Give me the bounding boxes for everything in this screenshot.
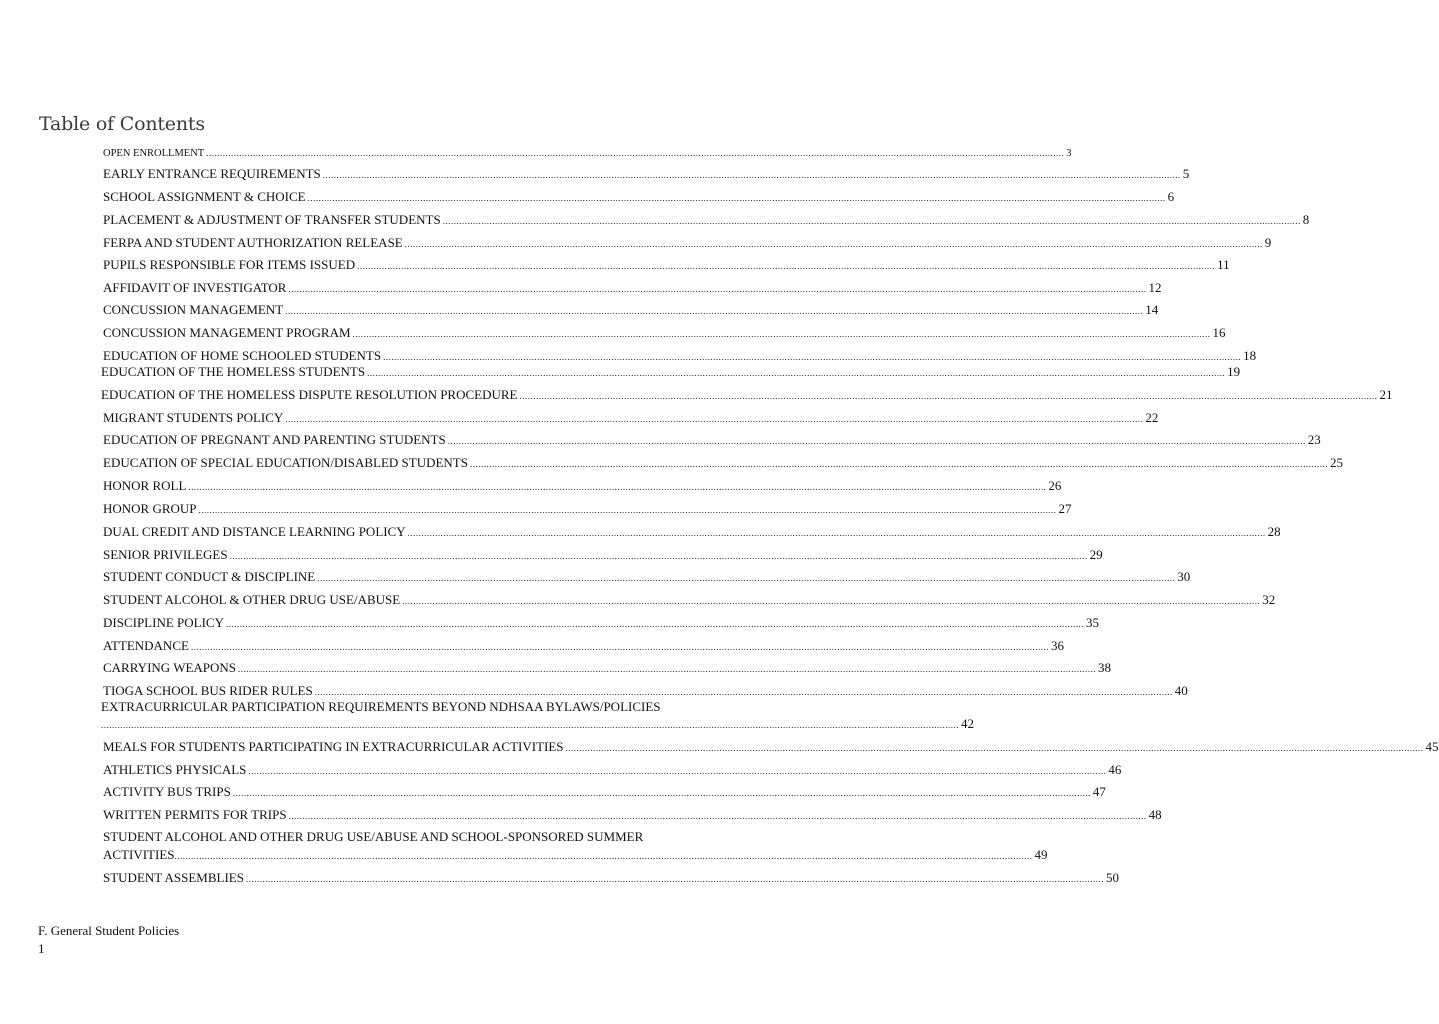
toc-entry-title: EDUCATION OF HOME SCHOOLED STUDENTS (103, 348, 382, 363)
toc-entry-title: TIOGA SCHOOL BUS RIDER RULES (103, 683, 313, 698)
dot-leader: ........................................................................................................................................................................................................................................................................................................................ (248, 766, 1107, 776)
toc-entry-concussion-management-program[interactable] (103, 325, 1226, 342)
toc-entry-athletics-physicals[interactable] (103, 762, 1122, 779)
toc-entry-tioga-school-bus-rider-rules[interactable] (103, 683, 1188, 700)
toc-entry-pupils-responsible-for-items-issued[interactable] (103, 257, 1230, 274)
toc-entry-page: 48 (1148, 807, 1162, 822)
toc-entry-student-alcohol-other-drug-use[interactable] (103, 592, 1276, 609)
toc-entry-title: HONOR GROUP (103, 501, 197, 516)
toc-entry-title: CONCUSSION MANAGEMENT (103, 302, 284, 317)
toc-entry-page: 32 (1262, 592, 1276, 607)
toc-entry-page: 6 (1167, 189, 1175, 204)
dot-leader: ........................................................................................................................................................................................................................................................................................................................ (447, 436, 1306, 446)
toc-entry-page: 47 (1092, 784, 1106, 799)
toc-entry-page: 45 (1425, 739, 1439, 754)
toc-entry-title: SENIOR PRIVILEGES (103, 547, 228, 562)
toc-entry-page: 9 (1264, 235, 1272, 250)
toc-entry-title: STUDENT CONDUCT & DISCIPLINE (103, 569, 316, 584)
toc-entry-honor-group[interactable] (103, 501, 1072, 518)
toc-entry-page: 40 (1174, 683, 1188, 698)
toc-entry-title: CARRYING WEAPONS (103, 660, 237, 675)
toc-entry-title: EDUCATION OF THE HOMELESS STUDENTS (101, 364, 366, 379)
toc-entry-education-of-the-homeless-dispute-resolution[interactable] (101, 387, 1393, 404)
dot-leader: ........................................................................................................................................................................................................................................................................................................................ (188, 482, 1047, 492)
dot-leader: ........................................................................................................................................................................................................................................................................................................................ (469, 459, 1328, 469)
dot-leader: ........................................................................................................................................................................................................................................................................................................................ (565, 743, 1424, 753)
dot-leader: ........................................................................................................................................................................................................................................................................................................................ (314, 687, 1173, 697)
toc-entry-ferpa-student-authorization-release[interactable] (103, 235, 1272, 252)
toc-entry-page: 5 (1182, 166, 1190, 181)
dot-leader: ........................................................................................................................................................................................................................................................................................................................ (285, 306, 1144, 316)
toc-entry-education-of-special-education-disabled[interactable] (103, 455, 1343, 472)
toc-entry-page: 46 (1108, 762, 1122, 777)
toc-entry-placement-adjustment-transfer-students[interactable] (103, 212, 1310, 229)
toc-entry-title: DUAL CREDIT AND DISTANCE LEARNING POLICY (103, 524, 406, 539)
toc-entry-page: 42 (961, 716, 974, 731)
dot-leader: ........................................................................................................................................................................................................................................................................................................................ (101, 720, 959, 730)
dot-leader: ........................................................................................................................................................................................................................................................................................................................ (407, 528, 1266, 538)
toc-entry-title: EDUCATION OF THE HOMELESS DISPUTE RESOLUTION PROCEDURE (101, 387, 518, 402)
toc-entry-student-conduct-discipline[interactable] (103, 569, 1191, 586)
page-footer (38, 922, 179, 958)
toc-entry-affidavit-of-investigator[interactable] (103, 280, 1162, 297)
dot-leader: ........................................................................................................................................................................................................................................................................................................................ (245, 874, 1104, 884)
dot-leader: ........................................................................................................................................................................................................................................................................................................................ (288, 811, 1147, 821)
dot-leader: ........................................................................................................................................................................................................................................................................................................................ (519, 391, 1378, 401)
toc-entry-open-enrollment[interactable] (103, 145, 1072, 162)
toc-entry-page: 35 (1085, 615, 1099, 630)
toc-entry-education-of-pregnant-parenting-students[interactable] (103, 432, 1321, 449)
toc-entry-education-of-the-homeless-students[interactable] (101, 364, 1241, 381)
dot-leader: ........................................................................................................................................................................................................................................................................................................................ (232, 788, 1091, 798)
toc-entry-title: CONCUSSION MANAGEMENT PROGRAM (103, 325, 351, 340)
toc-entry-title: MIGRANT STUDENTS POLICY (103, 410, 284, 425)
toc-entry-page: 50 (1105, 870, 1119, 885)
toc-entry-page: 11 (1217, 257, 1230, 272)
toc-entry-page: 18 (1243, 348, 1257, 363)
toc-entry-written-permits-for-trips[interactable] (103, 807, 1162, 824)
dot-leader: ........................................................................................................................................................................................................................................................................................................................ (174, 851, 1033, 861)
toc-entry-early-entrance-requirements[interactable] (103, 166, 1190, 183)
dot-leader: ........................................................................................................................................................................................................................................................................................................................ (402, 596, 1261, 606)
dot-leader: ........................................................................................................................................................................................................................................................................................................................ (404, 239, 1263, 249)
dot-leader: ........................................................................................................................................................................................................................................................................................................................ (307, 193, 1166, 203)
dot-leader: ........................................................................................................................................................................................................................................................................................................................ (288, 284, 1147, 294)
toc-entry-title: SCHOOL ASSIGNMENT & CHOICE (103, 189, 306, 204)
toc-entry-title: FERPA AND STUDENT AUTHORIZATION RELEASE (103, 235, 403, 250)
toc-entry-senior-privileges[interactable] (103, 547, 1103, 564)
toc-entry-attendance[interactable] (103, 638, 1064, 655)
toc-entry-page: 30 (1177, 569, 1191, 584)
toc-entry-page: 38 (1098, 660, 1112, 675)
toc-entry-page: 29 (1089, 547, 1103, 562)
toc-entry-title: STUDENT ASSEMBLIES (103, 870, 244, 885)
dot-leader: ........................................................................................................................................................................................................................................................................................................................ (190, 642, 1049, 652)
toc-entry-activity-bus-trips[interactable] (103, 784, 1106, 801)
toc-entry-title: PLACEMENT & ADJUSTMENT OF TRANSFER STUDENTS (103, 212, 441, 227)
toc-entry-page: 3 (1066, 148, 1072, 159)
dot-leader: ........................................................................................................................................................................................................................................................................................................................ (285, 414, 1144, 424)
toc-entry-title: EDUCATION OF PREGNANT AND PARENTING STUDENTS (103, 432, 446, 447)
toc-entry-education-of-home-schooled-students[interactable] (103, 348, 1257, 365)
toc-entry-page: 19 (1227, 364, 1241, 379)
toc-entry-page: 12 (1148, 280, 1162, 295)
toc-entry-meals-for-students-extracurricular[interactable] (103, 739, 1439, 756)
toc-entry-title-line2: ACTIVITIES (103, 847, 175, 862)
toc-entry-migrant-students-policy[interactable] (103, 410, 1159, 427)
dot-leader: ........................................................................................................................................................................................................................................................................................................................ (225, 619, 1084, 629)
toc-entry-page: 16 (1212, 325, 1226, 340)
dot-leader: ........................................................................................................................................................................................................................................................................................................................ (206, 148, 1065, 158)
toc-entry-honor-roll[interactable] (103, 478, 1062, 495)
toc-entry-page: 28 (1267, 524, 1281, 539)
toc-entry-title: EXTRACURRICULAR PARTICIPATION REQUIREMENTS BEYOND NDHSAA BYLAWS/POLICIES (101, 699, 661, 714)
toc-entry-title: AFFIDAVIT OF INVESTIGATOR (103, 280, 287, 295)
dot-leader: ........................................................................................................................................................................................................................................................................................................................ (383, 352, 1242, 362)
toc-entry-page: 26 (1048, 478, 1062, 493)
footer-section-title: F. General Student Policies (38, 923, 180, 938)
dot-leader: ........................................................................................................................................................................................................................................................................................................................ (238, 664, 1097, 674)
toc-entry-dual-credit-distance-learning-policy[interactable] (103, 524, 1281, 541)
dot-leader: ........................................................................................................................................................................................................................................................................................................................ (198, 505, 1057, 515)
dot-leader: ........................................................................................................................................................................................................................................................................................................................ (367, 368, 1226, 378)
toc-entry-student-alcohol-summer-activities[interactable] (103, 829, 1048, 864)
toc-entry-title: ACTIVITY BUS TRIPS (103, 784, 231, 799)
toc-entry-page: 8 (1302, 212, 1310, 227)
toc-entry-title: ATHLETICS PHYSICALS (103, 762, 247, 777)
toc-entry-title: WRITTEN PERMITS FOR TRIPS (103, 807, 287, 822)
toc-entry-school-assignment-choice[interactable] (103, 189, 1175, 206)
dot-leader: ........................................................................................................................................................................................................................................................................................................................ (442, 216, 1301, 226)
toc-entry-carrying-weapons[interactable] (103, 660, 1112, 677)
page-title: Table of Contents (39, 113, 205, 135)
toc-entry-title-line1: STUDENT ALCOHOL AND OTHER DRUG USE/ABUSE AND SCHOOL-SPONSORED SUMMER (103, 829, 644, 844)
toc-entry-title: ATTENDANCE (103, 638, 189, 653)
toc-entry-page: 49 (1034, 847, 1048, 862)
toc-entry-page: 36 (1050, 638, 1064, 653)
toc-entry-title: EDUCATION OF SPECIAL EDUCATION/DISABLED STUDENTS (103, 455, 468, 470)
footer-page-number: 1 (38, 941, 45, 956)
dot-leader: ........................................................................................................................................................................................................................................................................................................................ (317, 573, 1176, 583)
toc-entry-title: DISCIPLINE POLICY (103, 615, 224, 630)
dot-leader: ........................................................................................................................................................................................................................................................................................................................ (352, 329, 1211, 339)
toc-entry-page: 27 (1058, 501, 1072, 516)
dot-leader: ........................................................................................................................................................................................................................................................................................................................ (357, 261, 1216, 271)
toc-entry-title: PUPILS RESPONSIBLE FOR ITEMS ISSUED (103, 257, 356, 272)
toc-entry-title: EARLY ENTRANCE REQUIREMENTS (103, 166, 321, 181)
toc-entry-title: MEALS FOR STUDENTS PARTICIPATING IN EXTRACURRICULAR ACTIVITIES (103, 739, 564, 754)
toc-entry-title: HONOR ROLL (103, 478, 187, 493)
toc-entry-concussion-management[interactable] (103, 302, 1159, 319)
toc-entry-page: 22 (1145, 410, 1159, 425)
toc-entry-page: 21 (1379, 387, 1393, 402)
toc-entry-page: 25 (1329, 455, 1343, 470)
toc-entry-title: OPEN ENROLLMENT (103, 148, 205, 159)
dot-leader: ........................................................................................................................................................................................................................................................................................................................ (322, 170, 1181, 180)
toc-entry-student-assemblies[interactable] (103, 870, 1119, 887)
toc-entry-page: 14 (1145, 302, 1159, 317)
toc-entry-page: 23 (1307, 432, 1321, 447)
toc-entry-extracurricular-participation-requirements[interactable] (101, 699, 974, 733)
dot-leader: ........................................................................................................................................................................................................................................................................................................................ (229, 551, 1088, 561)
toc-entry-title: STUDENT ALCOHOL & OTHER DRUG USE/ABUSE (103, 592, 401, 607)
toc-entry-discipline-policy[interactable] (103, 615, 1099, 632)
